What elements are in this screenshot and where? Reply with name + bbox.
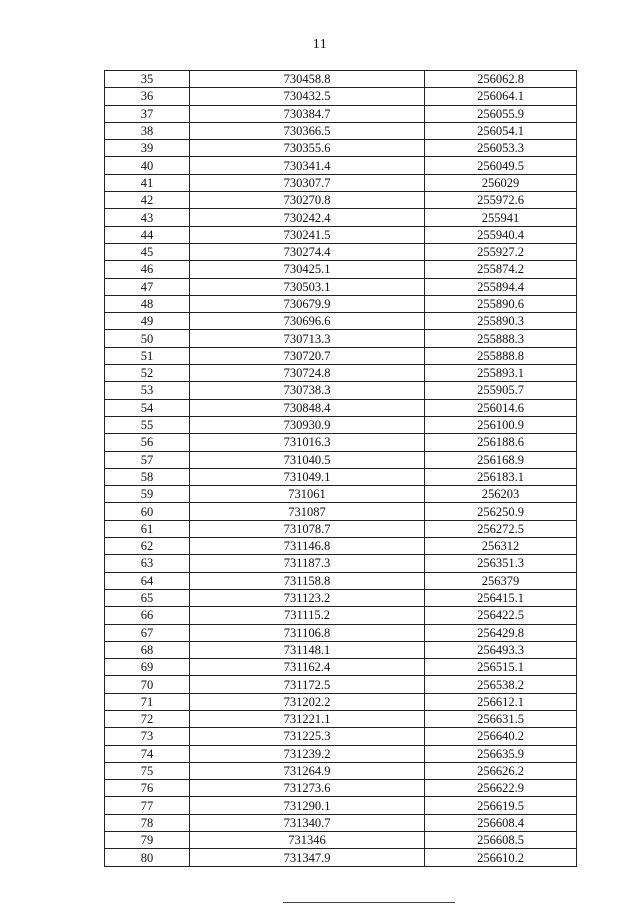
y-coordinate-cell: 256626.2: [425, 762, 577, 779]
y-coordinate-cell: 256014.6: [425, 399, 577, 416]
table-row: [105, 624, 577, 641]
table-row: [105, 278, 577, 295]
point-number-cell: 67: [105, 624, 190, 641]
table-row: [105, 486, 577, 503]
point-number-cell: 68: [105, 641, 190, 658]
x-coordinate-cell: 730307.7: [190, 174, 425, 191]
table-row: [105, 849, 577, 866]
table-row: [105, 174, 577, 191]
point-number-cell: 79: [105, 832, 190, 849]
y-coordinate-cell: 256612.1: [425, 693, 577, 710]
y-coordinate-cell: 256422.5: [425, 607, 577, 624]
point-number-cell: 76: [105, 780, 190, 797]
y-coordinate-cell: 255890.3: [425, 313, 577, 330]
point-number-cell: 72: [105, 710, 190, 727]
x-coordinate-cell: 731049.1: [190, 468, 425, 485]
x-coordinate-cell: 730713.3: [190, 330, 425, 347]
table-row: [105, 814, 577, 831]
y-coordinate-cell: 256631.5: [425, 710, 577, 727]
point-number-cell: 58: [105, 468, 190, 485]
x-coordinate-cell: 730458.8: [190, 71, 425, 88]
table-row: [105, 122, 577, 139]
x-coordinate-cell: 730241.5: [190, 226, 425, 243]
y-coordinate-cell: 256379: [425, 572, 577, 589]
y-coordinate-cell: 256608.5: [425, 832, 577, 849]
x-coordinate-cell: 731346: [190, 832, 425, 849]
y-coordinate-cell: 256055.9: [425, 105, 577, 122]
x-coordinate-cell: 731016.3: [190, 434, 425, 451]
point-number-cell: 39: [105, 140, 190, 157]
x-coordinate-cell: 731264.9: [190, 762, 425, 779]
x-coordinate-cell: 731172.5: [190, 676, 425, 693]
x-coordinate-cell: 731239.2: [190, 745, 425, 762]
x-coordinate-cell: 731162.4: [190, 659, 425, 676]
point-number-cell: 48: [105, 295, 190, 312]
x-coordinate-cell: 731040.5: [190, 451, 425, 468]
x-coordinate-cell: 731273.6: [190, 780, 425, 797]
x-coordinate-cell: 730270.8: [190, 192, 425, 209]
y-coordinate-cell: 256188.6: [425, 434, 577, 451]
page-number: 11: [312, 37, 328, 52]
coordinates-table-body: [105, 71, 577, 867]
table-row: [105, 659, 577, 676]
x-coordinate-cell: 731061: [190, 486, 425, 503]
y-coordinate-cell: 255890.6: [425, 295, 577, 312]
y-coordinate-cell: 256053.3: [425, 140, 577, 157]
table-row: [105, 140, 577, 157]
y-coordinate-cell: 256622.9: [425, 780, 577, 797]
y-coordinate-cell: 256250.9: [425, 503, 577, 520]
table-row: [105, 157, 577, 174]
table-row: [105, 468, 577, 485]
x-coordinate-cell: 730341.4: [190, 157, 425, 174]
point-number-cell: 71: [105, 693, 190, 710]
y-coordinate-cell: 256351.3: [425, 555, 577, 572]
point-number-cell: 77: [105, 797, 190, 814]
table-row: [105, 226, 577, 243]
x-coordinate-cell: 731115.2: [190, 607, 425, 624]
point-number-cell: 46: [105, 261, 190, 278]
table-row: [105, 105, 577, 122]
table-row: [105, 520, 577, 537]
point-number-cell: 44: [105, 226, 190, 243]
table-row: [105, 797, 577, 814]
table-row: [105, 209, 577, 226]
x-coordinate-cell: 730242.4: [190, 209, 425, 226]
point-number-cell: 54: [105, 399, 190, 416]
table-row: [105, 71, 577, 88]
y-coordinate-cell: 256029: [425, 174, 577, 191]
point-number-cell: 73: [105, 728, 190, 745]
y-coordinate-cell: 256168.9: [425, 451, 577, 468]
y-coordinate-cell: 255874.2: [425, 261, 577, 278]
point-number-cell: 51: [105, 347, 190, 364]
x-coordinate-cell: 730355.6: [190, 140, 425, 157]
point-number-cell: 78: [105, 814, 190, 831]
point-number-cell: 80: [105, 849, 190, 866]
x-coordinate-cell: 731106.8: [190, 624, 425, 641]
y-coordinate-cell: 255888.3: [425, 330, 577, 347]
x-coordinate-cell: 730930.9: [190, 416, 425, 433]
table-row: [105, 745, 577, 762]
x-coordinate-cell: 730720.7: [190, 347, 425, 364]
x-coordinate-cell: 730274.4: [190, 243, 425, 260]
point-number-cell: 55: [105, 416, 190, 433]
x-coordinate-cell: 731146.8: [190, 538, 425, 555]
table-row: [105, 399, 577, 416]
table-row: [105, 832, 577, 849]
table-row: [105, 192, 577, 209]
x-coordinate-cell: 730425.1: [190, 261, 425, 278]
x-coordinate-cell: 731148.1: [190, 641, 425, 658]
x-coordinate-cell: 730366.5: [190, 122, 425, 139]
y-coordinate-cell: 255927.2: [425, 243, 577, 260]
point-number-cell: 70: [105, 676, 190, 693]
table-row: [105, 451, 577, 468]
point-number-cell: 40: [105, 157, 190, 174]
y-coordinate-cell: 256608.4: [425, 814, 577, 831]
x-coordinate-cell: 730724.8: [190, 365, 425, 382]
table-row: [105, 555, 577, 572]
y-coordinate-cell: 256272.5: [425, 520, 577, 537]
point-number-cell: 52: [105, 365, 190, 382]
table-row: [105, 710, 577, 727]
x-coordinate-cell: 730384.7: [190, 105, 425, 122]
x-coordinate-cell: 730679.9: [190, 295, 425, 312]
point-number-cell: 42: [105, 192, 190, 209]
y-coordinate-cell: 256635.9: [425, 745, 577, 762]
y-coordinate-cell: 256049.5: [425, 157, 577, 174]
table-row: [105, 295, 577, 312]
y-coordinate-cell: 256062.8: [425, 71, 577, 88]
table-row: [105, 676, 577, 693]
table-row: [105, 503, 577, 520]
x-coordinate-cell: 730696.6: [190, 313, 425, 330]
point-number-cell: 65: [105, 589, 190, 606]
point-number-cell: 69: [105, 659, 190, 676]
x-coordinate-cell: 731221.1: [190, 710, 425, 727]
y-coordinate-cell: 256064.1: [425, 88, 577, 105]
point-number-cell: 37: [105, 105, 190, 122]
table-row: [105, 780, 577, 797]
table-row: [105, 538, 577, 555]
point-number-cell: 43: [105, 209, 190, 226]
y-coordinate-cell: 256100.9: [425, 416, 577, 433]
point-number-cell: 64: [105, 572, 190, 589]
x-coordinate-cell: 730503.1: [190, 278, 425, 295]
table-row: [105, 572, 577, 589]
table-row: [105, 313, 577, 330]
x-coordinate-cell: 730432.5: [190, 88, 425, 105]
x-coordinate-cell: 731347.9: [190, 849, 425, 866]
y-coordinate-cell: 255940.4: [425, 226, 577, 243]
table-row: [105, 434, 577, 451]
y-coordinate-cell: 256538.2: [425, 676, 577, 693]
point-number-cell: 59: [105, 486, 190, 503]
x-coordinate-cell: 731290.1: [190, 797, 425, 814]
y-coordinate-cell: 256415.1: [425, 589, 577, 606]
x-coordinate-cell: 730738.3: [190, 382, 425, 399]
y-coordinate-cell: 256312: [425, 538, 577, 555]
point-number-cell: 56: [105, 434, 190, 451]
y-coordinate-cell: 256203: [425, 486, 577, 503]
y-coordinate-cell: 255941: [425, 209, 577, 226]
y-coordinate-cell: 255893.1: [425, 365, 577, 382]
x-coordinate-cell: 731187.3: [190, 555, 425, 572]
table-row: [105, 589, 577, 606]
x-coordinate-cell: 731087: [190, 503, 425, 520]
point-number-cell: 63: [105, 555, 190, 572]
point-number-cell: 61: [105, 520, 190, 537]
table-row: [105, 693, 577, 710]
x-coordinate-cell: 731340.7: [190, 814, 425, 831]
x-coordinate-cell: 731078.7: [190, 520, 425, 537]
y-coordinate-cell: 256493.3: [425, 641, 577, 658]
table-row: [105, 416, 577, 433]
table-row: [105, 728, 577, 745]
footer-rule: [283, 902, 455, 903]
table-row: [105, 382, 577, 399]
point-number-cell: 74: [105, 745, 190, 762]
table-row: [105, 243, 577, 260]
point-number-cell: 60: [105, 503, 190, 520]
point-number-cell: 45: [105, 243, 190, 260]
table-row: [105, 641, 577, 658]
table-row: [105, 330, 577, 347]
table-row: [105, 762, 577, 779]
table-row: [105, 88, 577, 105]
table-row: [105, 365, 577, 382]
table-row: [105, 261, 577, 278]
point-number-cell: 47: [105, 278, 190, 295]
point-number-cell: 41: [105, 174, 190, 191]
y-coordinate-cell: 256619.5: [425, 797, 577, 814]
point-number-cell: 38: [105, 122, 190, 139]
y-coordinate-cell: 256054.1: [425, 122, 577, 139]
table-row: [105, 607, 577, 624]
y-coordinate-cell: 256429.8: [425, 624, 577, 641]
point-number-cell: 49: [105, 313, 190, 330]
point-number-cell: 62: [105, 538, 190, 555]
table-row: [105, 347, 577, 364]
y-coordinate-cell: 255972.6: [425, 192, 577, 209]
y-coordinate-cell: 256183.1: [425, 468, 577, 485]
point-number-cell: 53: [105, 382, 190, 399]
coordinates-table: [104, 70, 577, 867]
point-number-cell: 35: [105, 71, 190, 88]
y-coordinate-cell: 256610.2: [425, 849, 577, 866]
y-coordinate-cell: 256640.2: [425, 728, 577, 745]
point-number-cell: 57: [105, 451, 190, 468]
point-number-cell: 36: [105, 88, 190, 105]
x-coordinate-cell: 731225.3: [190, 728, 425, 745]
point-number-cell: 75: [105, 762, 190, 779]
point-number-cell: 66: [105, 607, 190, 624]
y-coordinate-cell: 255905.7: [425, 382, 577, 399]
point-number-cell: 50: [105, 330, 190, 347]
x-coordinate-cell: 730848.4: [190, 399, 425, 416]
y-coordinate-cell: 255888.8: [425, 347, 577, 364]
y-coordinate-cell: 256515.1: [425, 659, 577, 676]
x-coordinate-cell: 731158.8: [190, 572, 425, 589]
x-coordinate-cell: 731123.2: [190, 589, 425, 606]
x-coordinate-cell: 731202.2: [190, 693, 425, 710]
y-coordinate-cell: 255894.4: [425, 278, 577, 295]
